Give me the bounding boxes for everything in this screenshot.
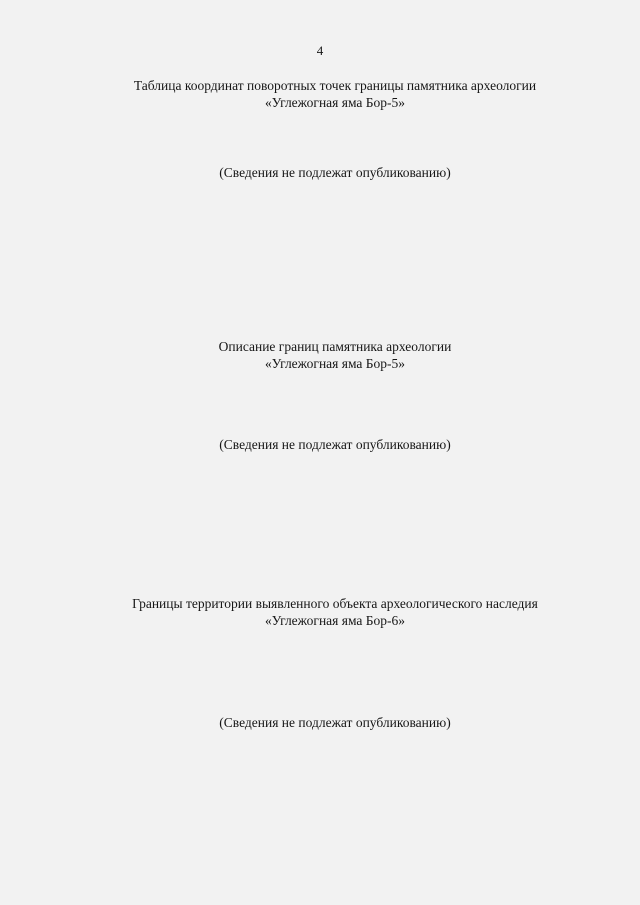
section-title-territory-boundaries: [40, 595, 630, 629]
section-title-line: Таблица координат поворотных точек границы памятника археологии: [133, 78, 537, 93]
section-title-boundary-description: [40, 338, 630, 372]
section-title-line: Описание границ памятника археологии: [218, 339, 452, 354]
section-title-line: «Углежогная яма Бор-5»: [264, 356, 406, 371]
section-title-coordinates-table: [40, 77, 630, 111]
confidential-note: (Сведения не подлежат опубликованию): [219, 437, 451, 452]
page-number: 4: [316, 43, 324, 58]
confidential-note: (Сведения не подлежат опубликованию): [219, 165, 451, 180]
section-title-line: «Углежогная яма Бор-5»: [264, 95, 406, 110]
confidential-note: (Сведения не подлежат опубликованию): [219, 715, 451, 730]
section-title-line: Границы территории выявленного объекта археологического наследия: [132, 596, 538, 611]
section-title-line: «Углежогная яма Бор-6»: [264, 613, 406, 628]
